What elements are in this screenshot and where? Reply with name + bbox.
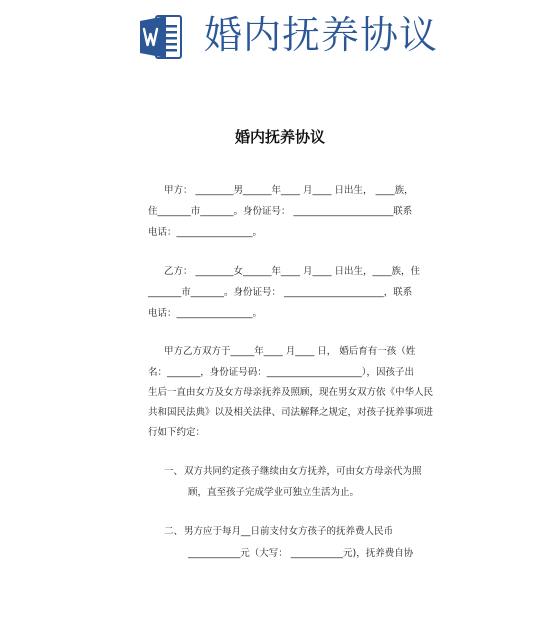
document-title: 婚内抚养协议 xyxy=(234,128,325,146)
clause-1-line-1: 双方共同约定孩子继续由女方抚养，可由女方母亲代为照 xyxy=(184,466,422,477)
intro-line-3: 生后一直由女方及女方母亲抚养及照顾，现在男女双方依《中华人民 xyxy=(148,387,434,398)
party-a-line-1: 甲方： ________男______年____ 月____ 日出生， ____族， xyxy=(164,185,414,196)
intro-line-1: 甲方乙方双方于_____年____ 月____ 日， 婚后育有一孩（姓 xyxy=(164,346,416,357)
party-a-line-2: 住_______市_______。身份证号： _____________________联系 xyxy=(148,206,413,217)
clause-1-line-2: 顾，直至孩子完成学业可独立生活为止。 xyxy=(188,487,360,498)
party-b-line-1: 乙方： ________女______年____ 月____ 日出生，____族，住 xyxy=(164,266,421,277)
intro-line-4: 共和国民法典》以及相关法律、司法解释之规定，对孩子抚养事项进 xyxy=(148,407,434,418)
party-b-line-2: _______市_______。身份证号： _____________________，联系 xyxy=(148,287,413,298)
party-a-line-3: 电话：________________。 xyxy=(148,227,263,238)
clause-2-line-2: ___________元（大写： ___________元)，抚养费自协 xyxy=(188,548,414,559)
intro-line-5: 行如下约定： xyxy=(148,427,206,438)
intro-line-2: 名：_______，身份证号码：____________________），因孩子出 xyxy=(148,367,415,378)
clause-2-number: 二、 xyxy=(164,526,184,537)
party-b-line-3: 电话：________________。 xyxy=(148,308,263,319)
clause-2-line-1: 男方应于每月__日前支付女方孩子的抚养费人民币 xyxy=(184,526,394,537)
clause-1-number: 一、 xyxy=(164,466,184,477)
banner-title: 婚内抚养协议 xyxy=(204,13,439,57)
